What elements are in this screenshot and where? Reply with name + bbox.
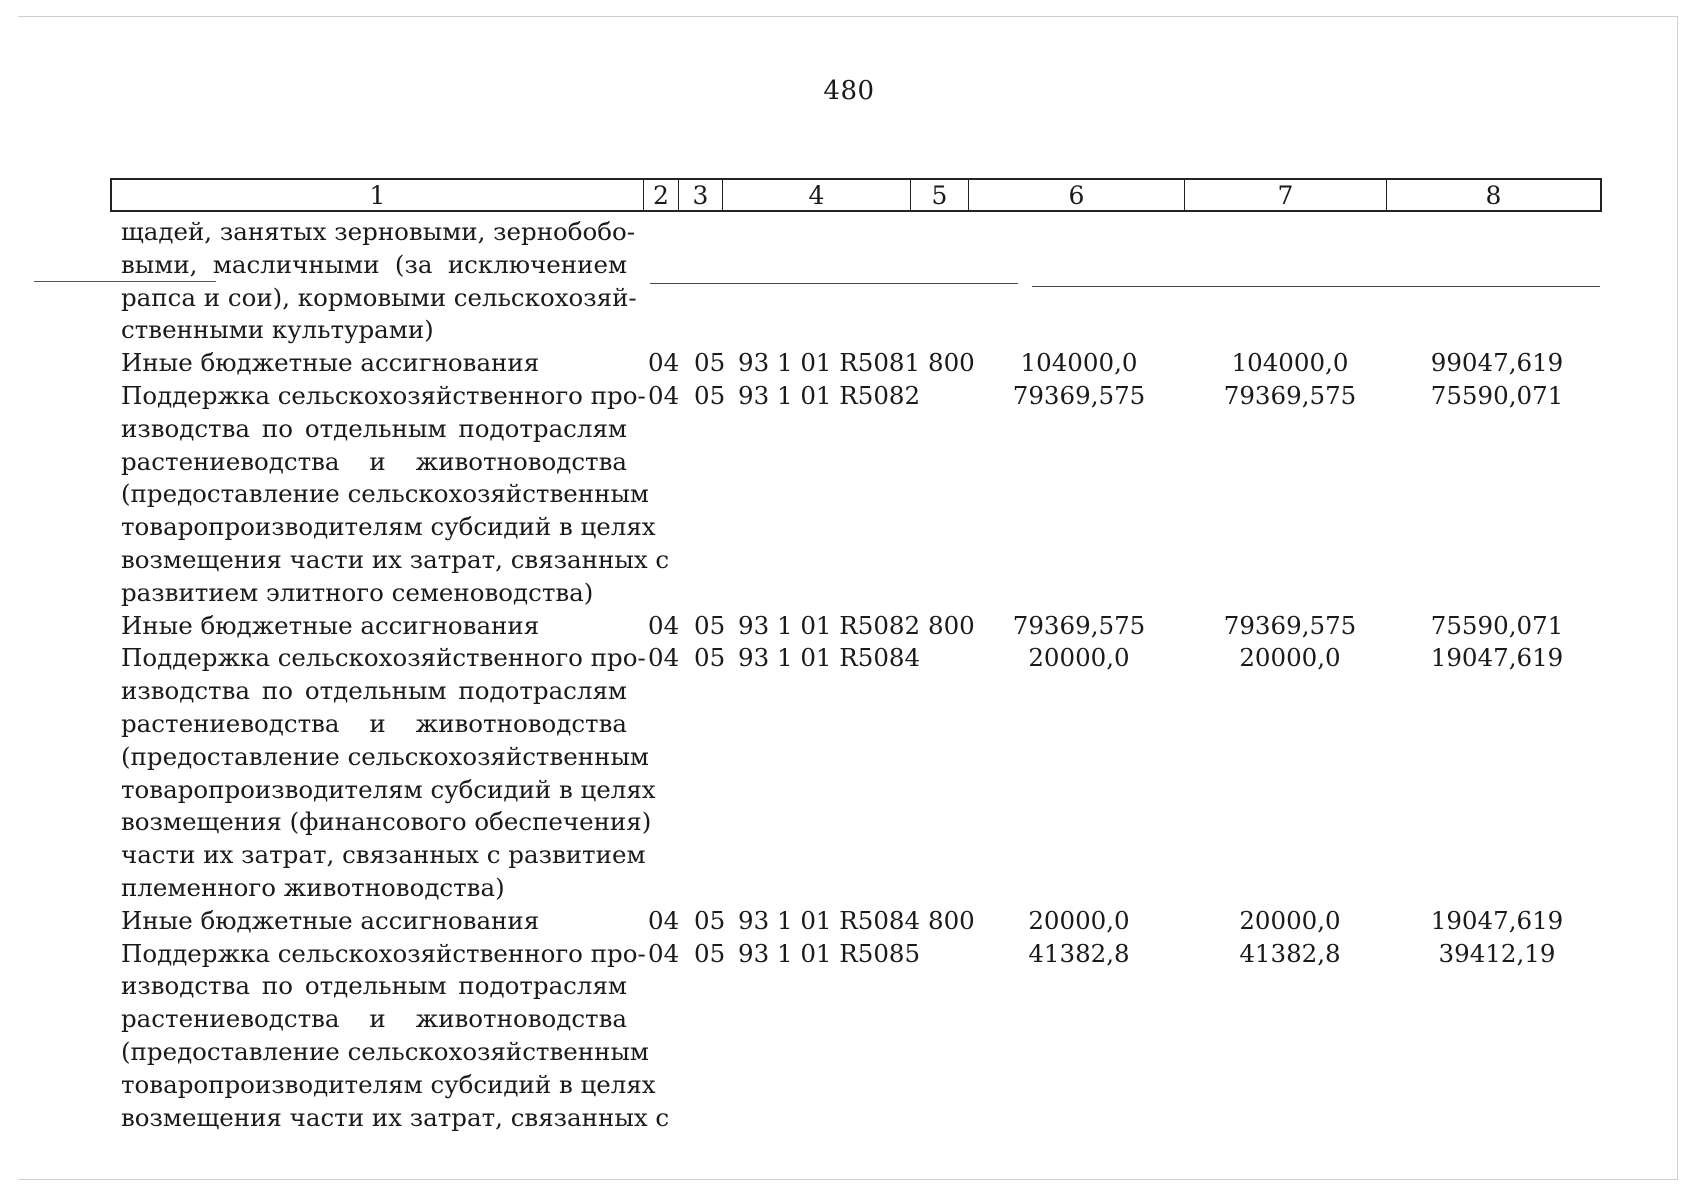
subsection-code: 05: [694, 938, 726, 968]
section-code: 04: [648, 348, 680, 378]
description-line: племенного животноводства): [121, 872, 505, 902]
header-col-8: 8: [1485, 180, 1502, 210]
description-line: (предоставление сельскохозяйственным: [121, 741, 649, 771]
description-line: щадей, занятых зерновыми, зернобобо-: [121, 217, 636, 246]
row-description: [121, 347, 627, 380]
header-col-2: 2: [644, 180, 679, 210]
description-line: возмещения части их затрат, связанных с: [121, 544, 670, 574]
amount-col-8: 75590,071: [1430, 610, 1564, 640]
table-header-row: [110, 178, 1602, 212]
scan-artifact-line: [650, 283, 1018, 284]
amount-col-8: 75590,071: [1430, 381, 1564, 410]
description-line: растениеводства и животноводства: [121, 708, 627, 738]
amount-col-6: 41382,8: [1028, 938, 1130, 968]
target-article-code: 93 1 01 R5081: [738, 348, 921, 378]
page-number: 480: [823, 76, 875, 106]
header-col-5: 5: [911, 180, 969, 210]
description-line: Иные бюджетные ассигнования: [121, 905, 540, 935]
amount-col-8: 99047,619: [1430, 348, 1564, 378]
description-line: Поддержка сельскохозяйственного про-: [121, 381, 646, 410]
description-line: изводства по отдельным подотраслям: [121, 971, 627, 1001]
row-description: [121, 905, 627, 938]
section-code: 04: [648, 610, 680, 640]
description-line: товаропроизводителям субсидий в целях: [121, 512, 656, 542]
description-line: Иные бюджетные ассигнования: [121, 348, 540, 378]
amount-col-8: 39412,19: [1438, 938, 1556, 968]
header-col-7: 7: [1185, 180, 1387, 210]
row-description: [121, 216, 637, 347]
description-line: растениеводства и животноводства: [121, 446, 627, 476]
subsection-code: 05: [694, 905, 726, 935]
expense-type-code: 800: [928, 348, 975, 378]
amount-col-6: 79369,575: [1012, 610, 1146, 640]
description-line: выми, масличными (за исключением: [121, 249, 627, 279]
section-code: 04: [648, 905, 680, 935]
target-article-code: 93 1 01 R5082: [738, 610, 921, 640]
amount-col-7: 79369,575: [1223, 610, 1357, 640]
description-line: изводства по отдельным подотраслям: [121, 676, 627, 706]
target-article-code: 93 1 01 R5085: [738, 938, 921, 968]
description-line: развитием элитного семеноводства): [121, 577, 594, 607]
description-line: рапса и сои), кормовыми сельскохозяй-: [121, 282, 637, 312]
target-article-code: 93 1 01 R5082: [738, 381, 921, 410]
section-code: 04: [648, 643, 680, 673]
amount-col-7: 41382,8: [1239, 938, 1341, 968]
subsection-code: 05: [694, 381, 726, 410]
amount-col-7: 79369,575: [1223, 381, 1357, 410]
description-line: (предоставление сельскохозяйственным: [121, 1036, 649, 1066]
row-description: [121, 610, 627, 643]
header-col-4: 4: [723, 180, 911, 210]
subsection-code: 05: [694, 348, 726, 378]
amount-col-7: 20000,0: [1239, 905, 1341, 935]
subsection-code: 05: [694, 643, 726, 673]
description-line: (предоставление сельскохозяйственным: [121, 479, 649, 509]
section-code: 04: [648, 938, 680, 968]
expense-type-code: 800: [928, 610, 975, 640]
description-line: части их затрат, связанных с развитием: [121, 840, 646, 870]
expense-type-code: 800: [928, 905, 975, 935]
amount-col-6: 104000,0: [1020, 348, 1138, 378]
amount-col-6: 20000,0: [1028, 905, 1130, 935]
amount-col-8: 19047,619: [1430, 643, 1564, 673]
description-line: товаропроизводителям субсидий в целях: [121, 774, 656, 804]
amount-col-6: 20000,0: [1028, 643, 1130, 673]
description-line: возмещения части их затрат, связанных с: [121, 1102, 670, 1132]
description-line: изводства по отдельным подотраслям: [121, 413, 627, 443]
description-line: ственными культурами): [121, 315, 434, 345]
scan-artifact-line: [1032, 286, 1600, 287]
description-line: растениеводства и животноводства: [121, 1004, 627, 1034]
row-description: [121, 642, 656, 904]
description-line: Поддержка сельскохозяйственного про-: [121, 938, 646, 968]
target-article-code: 93 1 01 R5084: [738, 905, 921, 935]
section-code: 04: [648, 381, 680, 410]
header-col-6: 6: [969, 180, 1185, 210]
header-col-3: 3: [679, 180, 723, 210]
description-line: Иные бюджетные ассигнования: [121, 610, 540, 640]
description-line: Поддержка сельскохозяйственного про-: [121, 643, 646, 673]
header-col-1: 1: [112, 180, 644, 210]
description-line: возмещения (финансового обеспечения): [121, 807, 652, 837]
amount-col-6: 79369,575: [1012, 381, 1146, 410]
amount-col-8: 19047,619: [1430, 905, 1564, 935]
subsection-code: 05: [694, 610, 726, 640]
amount-col-7: 104000,0: [1231, 348, 1349, 378]
amount-col-7: 20000,0: [1239, 643, 1341, 673]
description-line: товаропроизводителям субсидий в целях: [121, 1069, 656, 1099]
target-article-code: 93 1 01 R5084: [738, 643, 921, 673]
